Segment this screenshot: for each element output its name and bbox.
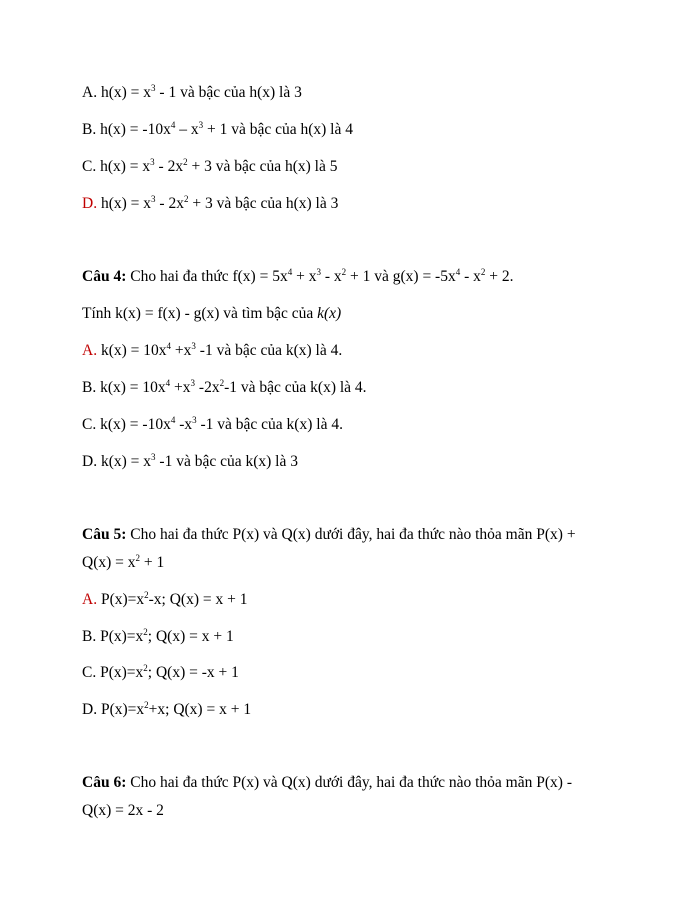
q5-option-b: B. $P(x)=x^2$; Q(x) = x + 1	[82, 627, 234, 645]
question-label: Câu 5:	[82, 526, 127, 543]
q6-stem-line1: Câu 6: Cho hai đa thức P(x) và Q(x) dưới đây, hai đa thức nào thỏa mãn P(x) -	[82, 774, 572, 791]
option-letter: A.	[82, 84, 98, 101]
q5-option-a: A. $P(x)=x^2-x$; Q(x) = x + 1	[82, 590, 248, 608]
q4-option-a: A. $k(x) = 10x^4 +x^3$ -1 và bậc của k(x) là 4.	[82, 341, 343, 359]
q5-stem-line1: Câu 5: Cho hai đa thức P(x) và Q(x) dưới đây, hai đa thức nào thỏa mãn P(x) +	[82, 526, 576, 543]
question-label: Câu 4:	[82, 268, 127, 285]
q5-stem-line2: $Q(x) = x^2 + 1$	[82, 553, 165, 571]
q4-option-c: C. $k(x) = -10x^4$ $-x^3$ -1 và bậc của k(x) là 4.	[82, 415, 343, 433]
option-letter: D.	[82, 453, 98, 470]
q4-stem: Câu 4: Cho hai đa thức $f(x) = 5x^4 + x^3 - x^2 + 1$ và $g(x) = -5x^4 - x^2 + 2$.	[82, 267, 514, 285]
option-letter: D.	[82, 701, 98, 718]
q5-option-d: D. $P(x)=x^2+x$; Q(x) = x + 1	[82, 700, 252, 718]
option-letter: C.	[82, 416, 97, 433]
q4-option-b: B. $k(x) = 10x^4 +x^3$ $-2x^2-1$ và bậc của k(x) là 4.	[82, 378, 367, 396]
q3-option-b: B. $h(x) = -10x^4 - x^3 + 1$ và bậc của h(x) là 4	[82, 120, 353, 138]
option-letter: B.	[82, 628, 97, 645]
correct-option-letter: D.	[82, 195, 98, 212]
option-letter: B.	[82, 379, 97, 396]
q5-option-c: C. $P(x)=x^2$; Q(x) = -x + 1	[82, 663, 239, 681]
q6-stem-line2: Q(x) = 2x - 2	[82, 802, 164, 819]
q3-option-a: A. $h(x) = x^3 - 1$ và bậc của h(x) là 3	[82, 83, 302, 101]
option-letter: C.	[82, 664, 97, 681]
option-letter: C.	[82, 158, 97, 175]
correct-option-letter: A.	[82, 591, 98, 608]
q4-option-d: D. $k(x) = x^3$ -1 và bậc của k(x) là 3	[82, 452, 298, 470]
q4-instruction: Tính k(x) = f(x) - g(x) và tìm bậc của k(x)	[82, 305, 342, 322]
q3-option-d: D. $h(x) = x^3 - 2x^2 + 3$ và bậc của h(x) là 3	[82, 194, 339, 212]
correct-option-letter: A.	[82, 342, 98, 359]
option-letter: B.	[82, 121, 97, 138]
q3-option-c: C. $h(x) = x^3 - 2x^2 + 3$ và bậc của h(x) là 5	[82, 157, 338, 175]
question-label: Câu 6:	[82, 774, 127, 791]
